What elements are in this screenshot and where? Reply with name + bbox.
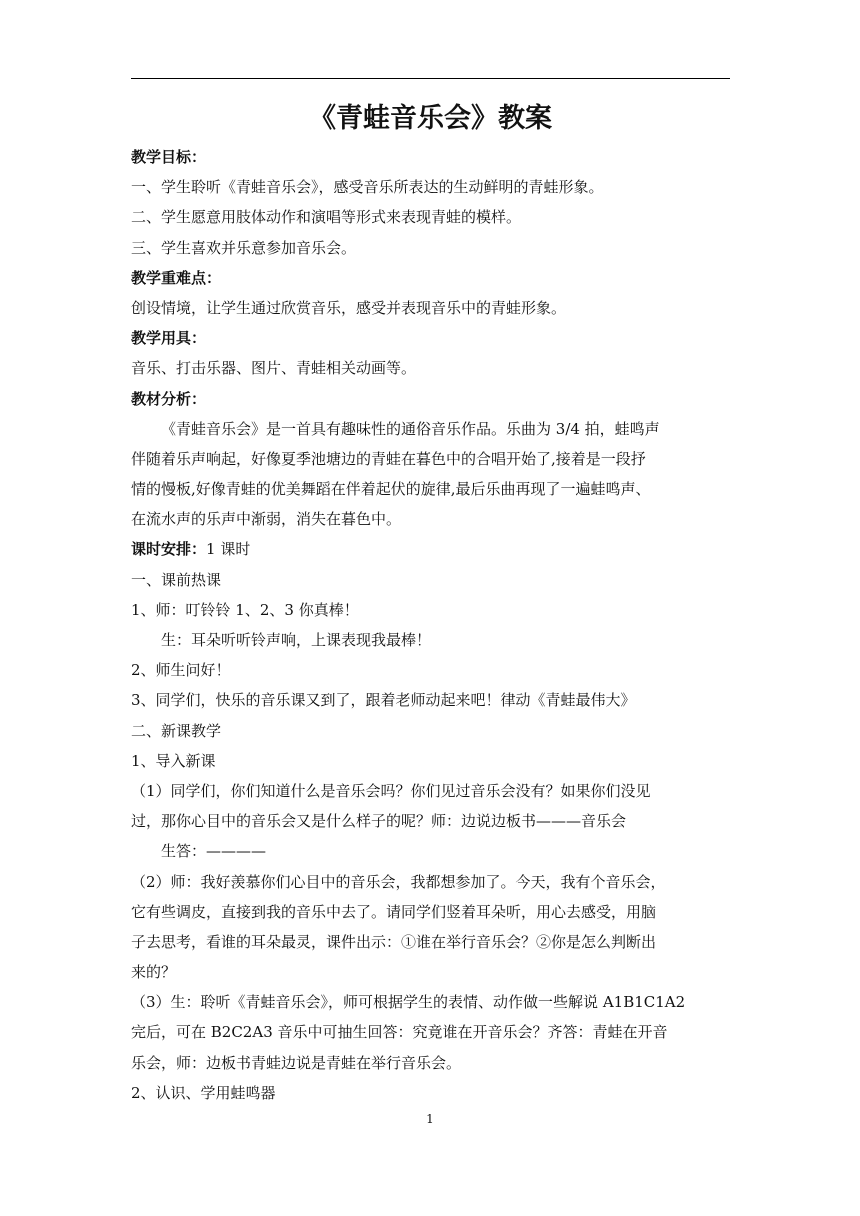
answer-line: 生答：———— [161, 842, 267, 861]
paragraph-line: （3）生：聆听《青蛙音乐会》，师可根据学生的表情、动作做一些解说 A1B1C1A2 [131, 993, 686, 1012]
schedule-line [131, 534, 730, 564]
analysis-line: 《青蛙音乐会》是一首具有趣味性的通俗音乐作品。乐曲为 3/4 拍，蛙鸣声 [161, 419, 660, 438]
header-rule [131, 78, 730, 79]
paragraph-line: 子去思考，看谁的耳朵最灵，课件出示：①谁在举行音乐会？②你是怎么判断出 [131, 932, 657, 951]
document-body [131, 142, 730, 1108]
page-number: 1 [426, 1112, 434, 1126]
section2-subheading: 1、导入新课 [131, 751, 216, 770]
section1-item: 生：耳朵听听铃声响，上课表现我最棒！ [161, 631, 432, 649]
goal-item: 三、学生喜欢并乐意参加音乐会。 [131, 238, 357, 257]
goals-heading: 教学目标： [131, 148, 207, 166]
paragraph-line: 它有些调皮，直接到我的音乐中去了。请同学们竖着耳朵听，用心去感受，用脑 [131, 902, 657, 921]
paragraph-line: 乐会，师：边板书青蛙边说是青蛙在举行音乐会。 [131, 1053, 462, 1072]
key-heading: 教学重难点： [131, 268, 222, 287]
section1-item: 2、师生问好！ [131, 661, 231, 680]
paragraph-line: 来的？ [131, 963, 177, 982]
goal-item: 一、学生聆听《青蛙音乐会》，感受音乐所表达的生动鲜明的青蛙形象。 [131, 178, 604, 197]
section2-subheading: 2、认识、学用蛙鸣器 [131, 1083, 276, 1102]
schedule-label: 课时安排： [131, 540, 207, 559]
key-text: 创设情境，让学生通过欣赏音乐，感受并表现音乐中的青蛙形象。 [131, 298, 567, 317]
page-title: 《青蛙音乐会》教案 [309, 103, 552, 134]
goal-item: 二、学生愿意用肢体动作和演唱等形式来表现青蛙的模样。 [131, 208, 522, 227]
section2-title: 二、新课教学 [131, 721, 222, 740]
schedule-value: 1 课时 [206, 540, 251, 559]
paragraph-line: （2）师：我好羡慕你们心目中的音乐会，我都想参加了。今天，我有个音乐会， [131, 872, 666, 891]
analysis-line: 伴随着乐声响起，好像夏季池塘边的青蛙在暮色中的合唱开始了,接着是一段抒 [131, 449, 646, 468]
tools-text: 音乐、打击乐器、图片、青蛙相关动画等。 [131, 359, 417, 378]
analysis-line: 情的慢板,好像青蛙的优美舞蹈在伴着起伏的旋律,最后乐曲再现了一遍蛙鸣声、 [131, 480, 651, 499]
section1-item: 3、同学们，快乐的音乐课又到了，跟着老师动起来吧！律动《青蛙最伟大》 [131, 691, 636, 710]
paragraph-line: （1）同学们，你们知道什么是音乐会吗？你们见过音乐会没有？如果你们没见 [131, 781, 651, 800]
tools-heading: 教学用具： [131, 329, 207, 348]
paragraph-line: 完后，可在 B2C2A3 音乐中可抽生回答：究竟谁在开音乐会？齐答：青蛙在开音 [131, 1023, 668, 1042]
section1-title: 一、课前热课 [131, 570, 222, 589]
analysis-line: 在流水声的乐声中渐弱，消失在暮色中。 [131, 510, 402, 529]
paragraph-line: 过，那你心目中的音乐会又是什么样子的呢？师：边说边板书———音乐会 [131, 812, 627, 831]
section1-item: 1、师：叮铃铃 1、2、3 你真棒！ [131, 600, 359, 619]
analysis-heading: 教材分析： [131, 389, 207, 408]
